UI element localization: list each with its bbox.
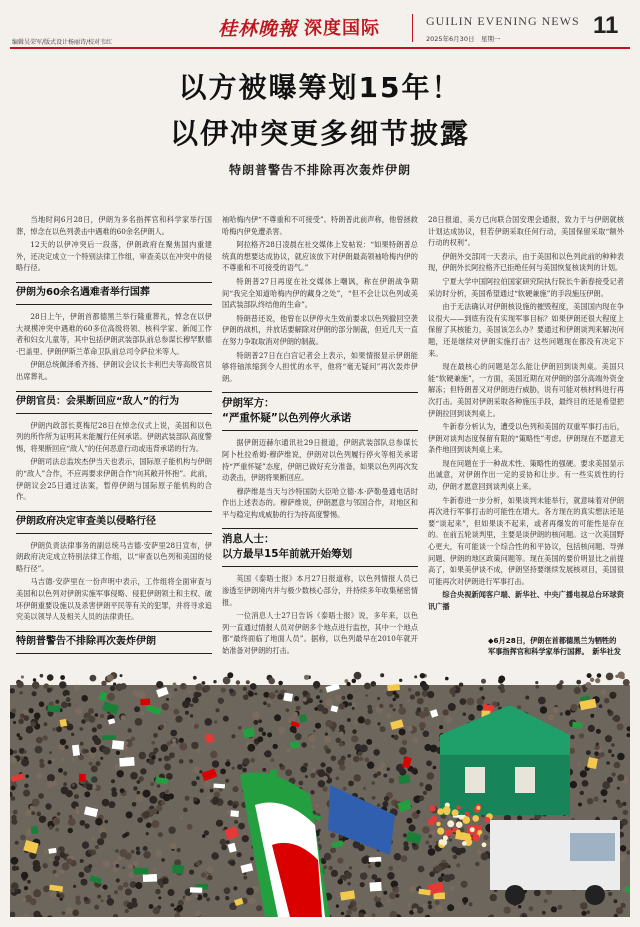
heading-line: 伊朗军方： (222, 397, 275, 410)
crowd-image (10, 655, 630, 917)
paragraph: 伊朗总统佩泽希齐扬、伊朗议会议长卡利巴夫等高级官员出席葬礼。 (16, 360, 212, 381)
paragraph: 马吉德·安萨里在一份声明中表示，工作组将全面审查与美国和以色列对伊朗实施军事侵略、侵犯伊朗领土和主权、破坏伊朗重要设施以及杀害伊朗平民等有关的犯罪，并将寻求追究美以领导人及相关人员的法律责任。 (16, 577, 212, 622)
paragraph: 伊朗内政部长莫梅尼28日在悼念仪式上说，美国和以色列的所作所为证明其未能履行任何承诺。伊朗武装部队高度警惕，将果断回应“敌人”的任何恶意行动或违背承诺的行为。 (16, 420, 212, 453)
issue-date: 2025年6月30日 星期一 (426, 35, 501, 43)
article-column-2 (222, 214, 418, 707)
paragraph: 特朗普还说，他曾在以伊停火生效前要求以色列撤回空袭伊朗的战机，并放话要解除对伊朗的部分制裁，但近几天一直在努力争取取消对伊朗的制裁。 (222, 313, 418, 346)
paragraph: 由于无法确认对伊朗核设施的摧毁程度，美国国内现在争议很大——到底有没有实现军事目标？如果伊朗还很大程度上保留了其核能力，美国该怎么办？要通过和伊朗谈判来解决问题，还是继续对伊朗实施打击？这些问题现在都没有决定下来。 (428, 302, 624, 358)
section-heading-warning: 特朗普警告不排除再次轰炸伊朗 (16, 631, 212, 654)
article-column-1 (16, 214, 212, 685)
section-heading-military (222, 392, 418, 431)
section-name: 深度国际 (304, 18, 380, 39)
paragraph: 28日上午，伊朗首都德黑兰举行隆重葬礼，悼念在以伊大规模冲突中遇难的60多位高级将领、核科学家、新闻工作者和妇女儿童等，其中包括伊朗武装部队前总参谋长穆罕默德·巴盖里、伊朗伊斯兰革命卫队前总司令萨拉米等人。 (16, 311, 212, 356)
paragraph: 12天的以伊冲突后一段落，伊朗政府在聚焦国内重建外，还决定成立一个特别法律工作组，审查美以在冲突中的侵略行径。 (16, 240, 212, 273)
section-heading-review: 伊朗政府决定审查美以侵略行径 (16, 511, 212, 534)
paragraph: 特朗普27日在白宫记者会上表示，如果情报显示伊朗能够将铀浓缩到令人担忧的水平，他将“毫无疑问”再次轰炸伊朗。 (222, 350, 418, 383)
source-credit: 综合央视新闻客户端、新华社、中央广播电视总台环球资讯广播 (428, 590, 624, 611)
headline-subtitle: 特朗普警告不排除再次轰炸伊朗 (228, 163, 411, 177)
photo-caption: ◆6月28日，伊朗在首都德黑兰为牺牲的军事指挥官和科学家举行国葬。 新华社发 (488, 636, 621, 656)
paragraph: 28日报道，美方已向联合国安理会通报，致力于与伊朗就核计划达成协议，但若伊朗采取任何行动，美国保留采取“额外行动的权利”。 (428, 215, 624, 248)
funeral-crowd-photo (10, 655, 630, 917)
header-rule (10, 47, 630, 49)
paragraph: 牛新春分析认为，遭受以色列和美国的双重军事打击后，伊朗对谈判态度保留有限的“策略性”考虑。伊朗现在不愿意无条件地回到谈判桌上来。 (428, 422, 624, 455)
section-heading-source (222, 528, 418, 567)
section-heading-funeral: 伊朗为60余名遇难者举行国葬 (16, 282, 212, 305)
paragraph: 据伊朗迈赫尔通讯社29日报道，伊朗武装部队总参谋长阿卜杜拉希姆·穆萨维说，伊朗对以色列履行停火等相关承诺持“严重怀疑”态度，伊朗已做好充分准备，如果以色列再次发动袭击，伊朗将果断回应。 (222, 438, 418, 483)
paragraph: 伊朗外交部同一天表示，由于美国和以色列此前的种种表现，伊朗外长阿拉格齐已拒绝任何与美国恢复核谈判的计划。 (428, 251, 624, 273)
header-divider (412, 14, 413, 42)
intro-paragraph: 当地时间6月28日，伊朗为多名指挥官和科学家举行国葬，悼念在以色列袭击中遇难的60余名伊朗人。 (16, 215, 212, 236)
heading-line: “严重怀疑”以色列停火承诺 (222, 412, 352, 425)
heading-line: 消息人士： (222, 533, 275, 546)
paragraph: 伊朗司法总监埃杰伊当天也表示，国际原子能机构与伊朗的“敌人”合作，不应再要求伊朗合作“向其敞开怀抱”。此前，伊朗议会25日通过法案，暂停伊朗与国际原子能机构的合作。 (16, 457, 212, 502)
paragraph: 牛新春进一步分析，如果谈判未能举行，就意味着对伊朗再次进行军事打击的可能性在增大。各方现在的真实想法还是要“谈起来”，但如果谈不起来，或者再爆发的可能性是存在的。在前五轮谈判里，主要是谈伊朗的核问题。这一次美国野心更大，有可能谈一个综合性的和平协议，包括核问题、导弹问题、伊朗的地区政策问题等。现在美国的要价明显比之前提高了，如果美伊谈不成，伊朗坚持要继续发展核项目，美国很可能再次对伊朗进行军事打击。 (428, 495, 624, 586)
paragraph: 穆萨维是当天与沙特国防大臣哈立德·本·萨勒曼通电话时作出上述表态的。穆萨维说，伊朗愿意与邻国合作，对地区和平与稳定构成威胁的行为持高度警惕。 (222, 486, 418, 519)
paragraph: 一位消息人士27日告诉《泰晤士报》说，多年来，以色列一直通过情报人员对伊朗多个地点进行监控，其中一个地点都“最终面临了地面人员”。据称，以色列最早在2010年就开始准备对伊朗的打击。 (222, 611, 418, 656)
paragraph: 袖哈梅内伊“不尊重和不可接受”。特朗普此前声称，他曾拯救哈梅内伊免遭杀害。 (222, 215, 418, 236)
page-number: 11 (593, 12, 619, 39)
editor-credits: 编辑吴荣军/版式设计杨丽诗/校对韦红 (12, 39, 113, 46)
article-column-3 (428, 214, 624, 615)
headline-line-2: 以伊冲突更多细节披露 (169, 117, 470, 150)
paragraph: 特朗普27日再度在社交媒体上嘲讽，称在伊朗战争期间“我完全知道哈梅内伊的藏身之处”，“但不会让以色列或美国武装部队终结他的生命”。 (222, 276, 418, 310)
paragraph: 英国《泰晤士报》本月27日报道称，以色列情报人员已渗透至伊朗境内并与极少数核心部分，并持续多年收集秘密情报。 (222, 574, 418, 607)
paragraph: 现在最核心的问题是怎么能让伊朗回到谈判桌。美国只能“软硬兼施”，一方面，美国近期在对伊朗的部分高端外资金解冻；但特朗普又对伊朗进行威胁，说有可能对核材料进行再次打击。美国对伊朗采取各种施压手段，最终目的还是希望把伊朗拉回到谈判桌上。 (428, 362, 624, 418)
english-name: GUILIN EVENING NEWS (426, 14, 580, 28)
paragraph: 宁夏大学中国阿拉伯国家研究院执行院长牛新春接受记者采访时分析，美国希望通过“软硬兼施”的手段施压伊朗。 (428, 276, 624, 298)
paragraph: 阿拉格齐28日凌晨在社交媒体上发帖说：“如果特朗普总统真的想要达成协议，就应该放下对伊朗最高领袖哈梅内伊的不尊重和不可接受的语气。” (222, 240, 418, 273)
heading-line: 以方最早15年前就开始筹划 (222, 548, 353, 561)
headline-line-1: 以方被曝筹划15年！ (178, 71, 462, 104)
section-heading-response: 伊朗官员：会果断回应“敌人”的行为 (16, 391, 212, 414)
paragraph: 伊朗负责法律事务的副总统马吉德·安萨里28日宣布，伊朗政府决定成立特别法律工作组，以“审查以色列和美国的侵略行径”。 (16, 540, 212, 573)
newspaper-logo: 桂林晚報 (218, 18, 299, 40)
paragraph: 现在问题在于一种战术性、策略性的强硬。要求美国显示出诚意，对伊朗作出一定的妥协和让步。有一些实质性的行动，伊朗才愿意回到谈判桌上来。 (428, 458, 624, 492)
masthead (0, 0, 640, 52)
